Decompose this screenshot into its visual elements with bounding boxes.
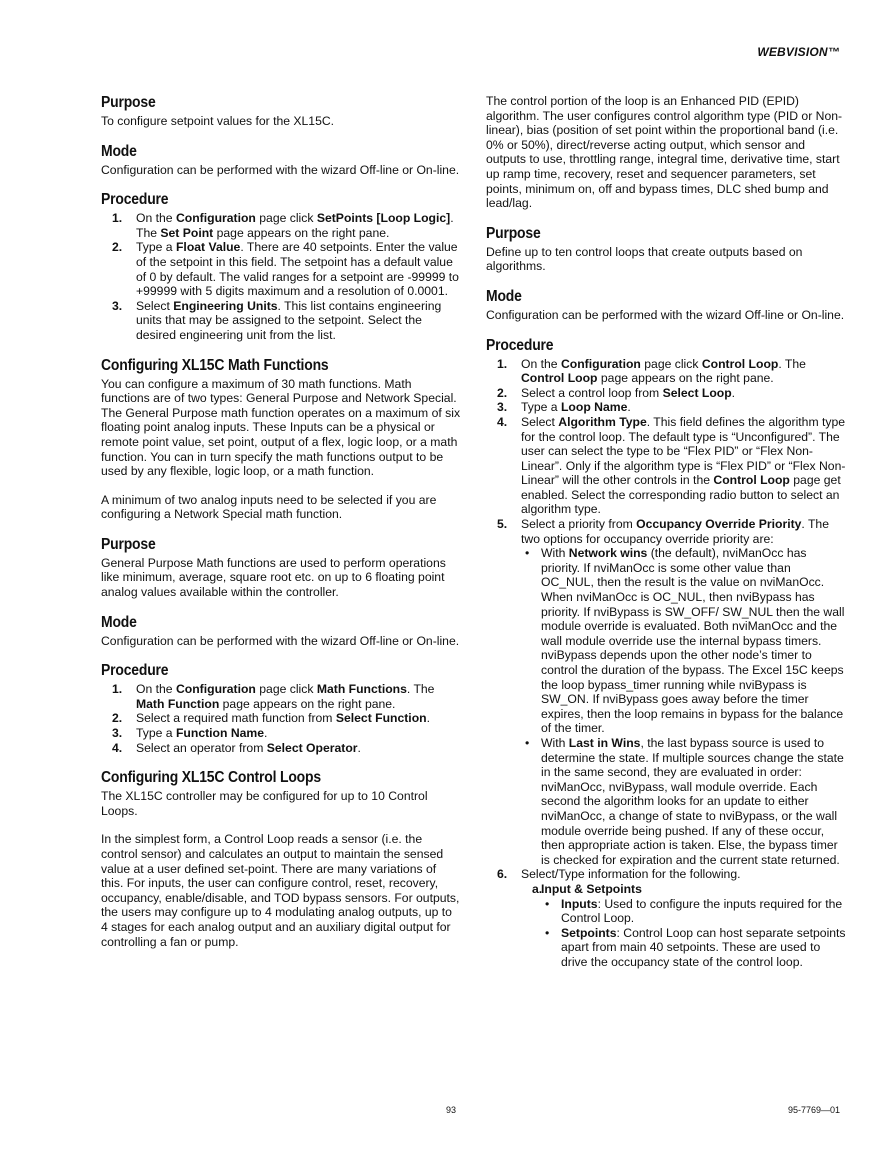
bullet-icon: •: [525, 735, 530, 750]
setpoint-procedure-heading: Procedure: [101, 191, 169, 209]
epid-intro-paragraph: The control portion of the loop is an Enhanced PID (EPID) algorithm. The user configures control algorithm type (PID or Non-linear), bias (position of set point within the proportional band (i.e. 0% or 50%), direct/reverse acting output, which sensor and outputs to use, throttling range, integral time, derivative time, start up ramp time, recovery, reset and sequencer parameters, set points, minimum on, off and bypass times, DLC shed bump and lead/lag.: [486, 94, 843, 211]
setpoint-purpose-text: To configure setpoint values for the XL15C.: [101, 114, 335, 128]
list-item: 5. Select a priority from Occupancy Override Priority. The two options for occupancy override priority are: • With Network wins (the default), nviManOcc has priority. If nviManOcc is some other value than OC_NUL, then the result is the value on nviManOcc. When nviManOcc is OC_NUL, then nviBypass has priority. If nviBypass is SW_OFF/ SW_NUL then the wall module override is evaluated. Both nviManOcc and the wall module override use the internal bypass timers. nviBypass depends upon the other node’s timer to control the duration of the bypass. The Excel 15C keeps the loop bypass_timer running while nviBypass is SW_ON. If nviBypass goes away before the timer expires, then the loop remains in bypass for the balance of the timer. • With Last in Wins, the last bypass source is used to determine the state. If multiple sources change the state in the same second, they are evaluated in order: nviManOcc, nviBypass, wall module override. Each second the algorithm looks for an update to either nviManOcc, a change of state to nviBypass, or the wall module override being pushed. If any of these occur, then appropriate action is taken. Else, the bypass timer is checked for expiration and the current state returned.: [497, 517, 845, 867]
math-purpose-text: General Purpose Math functions are used to perform operations like minimum, average, square root etc. on up to 6 floating point analog values available within the controller.: [101, 555, 446, 600]
setpoint-purpose-heading: Purpose: [101, 94, 156, 111]
loop-procedure-list: [486, 357, 846, 970]
math-functions-paragraph-1: You can configure a maximum of 30 math functions. Math functions are of two types: General Purpose and Network Special. The General Purpose math function operates on a maximum of six floating point analog inputs. These Inputs can be a physical or remote point value, set point, output of a flex, logic loop, or a math function. You can in turn specify the math functions output to be used by any flexible, logic loop, or a math function.: [101, 376, 461, 479]
list-item: • Inputs: Used to configure the inputs required for the Control Loop.: [545, 896, 843, 926]
math-functions-heading: Configuring XL15C Math Functions: [101, 356, 329, 374]
list-item: 1. On the Configuration page click Math Functions. The Math Function page appears on the right pane.: [112, 682, 435, 711]
list-item: 3. Select Engineering Units. This list contains engineering units that may be assigned to the setpoint. Select the desired engineering unit from the list.: [112, 298, 442, 342]
list-item: 1. On the Configuration page click SetPoints [Loop Logic]. The Set Point page appears on the right pane.: [112, 211, 454, 240]
list-item: • With Last in Wins, the last bypass source is used to determine the state. If multiple sources change the state in the same second, they are evaluated in order: nviManOcc, nviBypass, wall module override. Each second the algorithm looks for an update to either nviManOcc, a change of state to nviBypass, or the wall module override being pushed. If any of these occur, then appropriate action is taken. Else, the bypass timer is checked for expiration and the current state returned.: [525, 735, 844, 867]
control-loops-heading: Configuring XL15C Control Loops: [101, 769, 321, 787]
header-brand: WEBVISION™: [757, 45, 840, 59]
page-number: 93: [446, 1105, 457, 1115]
loop-mode-heading: Mode: [486, 287, 522, 305]
document-number: 95-7769—01: [787, 1105, 840, 1115]
input-setpoints-list: [541, 897, 846, 970]
setpoint-procedure-list: [101, 211, 461, 342]
list-item: 4. Select Algorithm Type. This field defines the algorithm type for the control loop. The default type is “Unconfigured”. The user can select the type to be “Flex PID” or “Flex Non-Linear”. Only if the algorithm type is “Flex PID” or “Flex Non-Linear” will the other controls in the Control Loop page get enabled. Select the corresponding radio button to select an algorithm type.: [497, 414, 846, 517]
math-mode-heading: Mode: [101, 613, 137, 631]
math-procedure-list: [101, 682, 461, 755]
list-item: 2. Select a control loop from Select Loop.: [497, 385, 736, 400]
bullet-icon: •: [545, 925, 550, 940]
loop-procedure-heading: Procedure: [486, 336, 554, 354]
list-item: 4. Select an operator from Select Operator.: [112, 740, 361, 755]
list-item: 1. On the Configuration page click Control Loop. The Control Loop page appears on the right pane.: [497, 356, 806, 386]
list-item: 2. Select a required math function from Select Function.: [112, 711, 430, 726]
list-item: 3. Type a Function Name.: [112, 726, 268, 741]
math-mode-text: Configuration can be performed with the wizard Off-line or On-line.: [101, 633, 460, 648]
loop-purpose-text: Define up to ten control loops that create outputs based on algorithms.: [486, 244, 803, 274]
setpoint-mode-heading: Mode: [101, 142, 137, 160]
sub-list-item: a. Input & Setpoints • Inputs: Used to configure the inputs required for the Control Loop. • Setpoints: Control Loop can host separate setpoints apart from main 40 setpoints. These are used to drive the occupancy state of the control loop.: [532, 881, 846, 969]
list-item: 2. Type a Float Value. There are 40 setpoints. Enter the value of the setpoint in this field. The setpoint has a default value of 0 by default. The valid ranges for a setpoint are -99999 to +99999 with 5 digits maximum and a resolution of 0.0001.: [112, 240, 459, 299]
math-procedure-heading: Procedure: [101, 662, 169, 680]
setpoint-mode-text: Configuration can be performed with the wizard Off-line or On-line.: [101, 162, 460, 177]
loop-mode-text: Configuration can be performed with the wizard Off-line or On-line.: [486, 307, 845, 322]
list-item: • Setpoints: Control Loop can host separate setpoints apart from main 40 setpoints. These are used to drive the occupancy state of the control loop.: [545, 925, 846, 969]
loop-purpose-heading: Purpose: [486, 224, 541, 242]
math-functions-paragraph-2: A minimum of two analog inputs need to be selected if you are configuring a Network Special math function.: [101, 492, 437, 522]
control-loops-paragraph-2: In the simplest form, a Control Loop reads a sensor (i.e. the control sensor) and calculates an output to maintain the sensed value at a user defined set-point. There are many variations of this. For inputs, the user can configure control, reset, recovery, occupancy, enable/disable, and TOD bypass sensors. For outputs, the users may configure up to 4 modulating analog outputs, up to 4 stages for each analog output and an auxiliary digital output for controlling a fan or pump.: [101, 832, 460, 949]
control-loops-paragraph-1: The XL15C controller may be configured for up to 10 Control Loops.: [101, 789, 428, 818]
list-item: 3. Type a Loop Name.: [497, 400, 631, 415]
math-purpose-heading: Purpose: [101, 535, 156, 553]
right-column: [486, 94, 846, 969]
bullet-icon: •: [525, 546, 530, 561]
bullet-icon: •: [545, 896, 550, 911]
left-column: [101, 94, 461, 949]
list-item: 6. Select/Type information for the following. a. Input & Setpoints • Inputs: Used to configure the inputs required for the Control Loop. • Setpoints: Control Loop can host separate setpoints apart from main 40 setpoints. These are used to drive the occupancy state of the control loop.: [497, 867, 846, 969]
list-item: • With Network wins (the default), nviManOcc has priority. If nviManOcc is some other value than OC_NUL, then the result is the value on nviManOcc. When nviManOcc is OC_NUL, then nviBypass has priority. If nviBypass is SW_OFF/ SW_NUL then the wall module override is evaluated. Both nviManOcc and the wall module override use the internal bypass timers. nviBypass depends upon the other node’s timer to control the duration of the bypass. The Excel 15C keeps the loop bypass_timer running while nviBypass is SW_ON. If nviBypass goes away before the timer expires, then the loop remains in bypass for the balance of the timer.: [525, 546, 845, 736]
priority-options-list: [521, 546, 846, 867]
